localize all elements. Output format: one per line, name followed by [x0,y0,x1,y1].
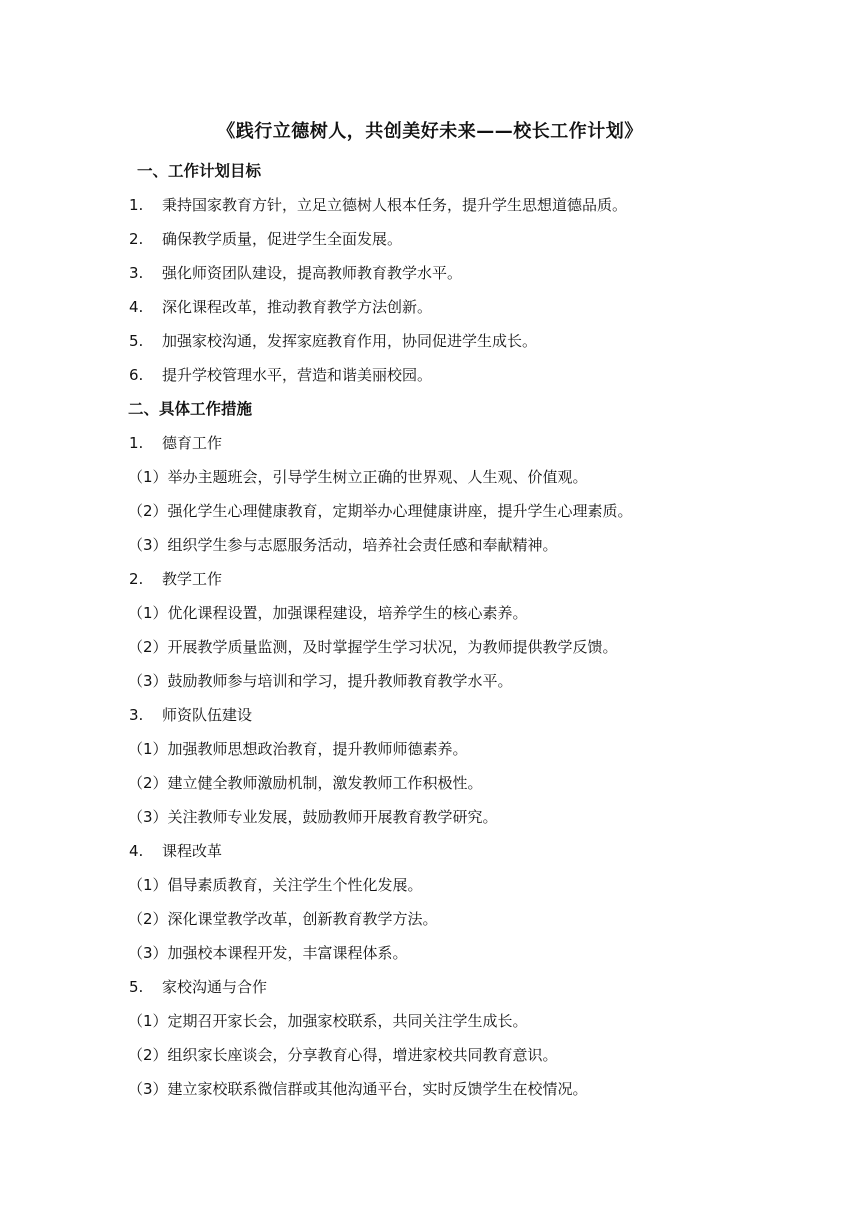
measure-group-title [0,834,860,868]
measure-subitem: （1）优化课程设置，加强课程建设，培养学生的核心素养。 [128,604,528,622]
measure-subitem: （3）组织学生参与志愿服务活动，培养社会责任感和奉献精神。 [128,536,558,554]
goal-text: 秉持国家教育方针，立足立德树人根本任务，提升学生思想道德品质。 [162,196,628,214]
document-body [0,154,860,1106]
measure-title: 家校沟通与合作 [162,978,268,996]
measure-number: 3. [129,706,144,724]
measure-subitem: （2）深化课堂教学改革，创新教育教学方法。 [128,910,438,928]
measure-subitem: （1）倡导素质教育，关注学生个性化发展。 [128,876,423,894]
goal-number: 4. [129,298,144,316]
measure-title: 课程改革 [162,842,223,860]
measure-subitem: （2）强化学生心理健康教育，定期举办心理健康讲座，提升学生心理素质。 [128,502,633,520]
goal-text: 强化师资团队建设，提高教师教育教学水平。 [162,264,463,282]
goal-item [0,358,860,392]
section-heading-measures: 二、具体工作措施 [128,400,253,418]
goal-item [0,324,860,358]
goal-item [0,188,860,222]
measure-subitem: （1）定期召开家长会，加强家校联系，共同关注学生成长。 [128,1012,528,1030]
goal-text: 深化课程改革，推动教育教学方法创新。 [162,298,433,316]
measure-subitem: （2）组织家长座谈会，分享教育心得，增进家校共同教育意识。 [128,1046,558,1064]
measure-subitem: （3）鼓励教师参与培训和学习，提升教师教育教学水平。 [128,672,513,690]
measure-subitem: （1）举办主题班会，引导学生树立正确的世界观、人生观、价值观。 [128,468,588,486]
measure-subitem: （2）开展教学质量监测，及时掌握学生学习状况，为教师提供教学反馈。 [128,638,618,656]
measure-group-title [0,698,860,732]
section-heading-goals: 一、工作计划目标 [137,162,262,180]
goal-item [0,256,860,290]
goal-number: 6. [129,366,144,384]
measure-title: 教学工作 [162,570,223,588]
goal-text: 确保教学质量，促进学生全面发展。 [162,230,403,248]
goal-number: 3. [129,264,144,282]
goal-number: 1. [129,196,144,214]
goal-number: 2. [129,230,144,248]
measure-subitem: （2）建立健全教师激励机制，激发教师工作积极性。 [128,774,483,792]
goal-number: 5. [129,332,144,350]
measure-title: 师资队伍建设 [162,706,253,724]
measure-subitem: （1）加强教师思想政治教育，提升教师师德素养。 [128,740,468,758]
measure-subitem: （3）加强校本课程开发，丰富课程体系。 [128,944,408,962]
measure-number: 2. [129,570,144,588]
goal-text: 加强家校沟通，发挥家庭教育作用，协同促进学生成长。 [162,332,538,350]
measure-group-title [0,562,860,596]
measure-group-title [0,426,860,460]
measure-number: 4. [129,842,144,860]
document-title: 《践行立德树人，共创美好未来——校长工作计划》 [217,121,643,142]
measure-group-title [0,970,860,1004]
goal-text: 提升学校管理水平，营造和谐美丽校园。 [162,366,433,384]
measure-subitem: （3）关注教师专业发展，鼓励教师开展教育教学研究。 [128,808,498,826]
measure-number: 5. [129,978,144,996]
measure-number: 1. [129,434,144,452]
goal-item [0,222,860,256]
goal-item [0,290,860,324]
measure-title: 德育工作 [162,434,223,452]
measure-subitem: （3）建立家校联系微信群或其他沟通平台，实时反馈学生在校情况。 [128,1080,588,1098]
